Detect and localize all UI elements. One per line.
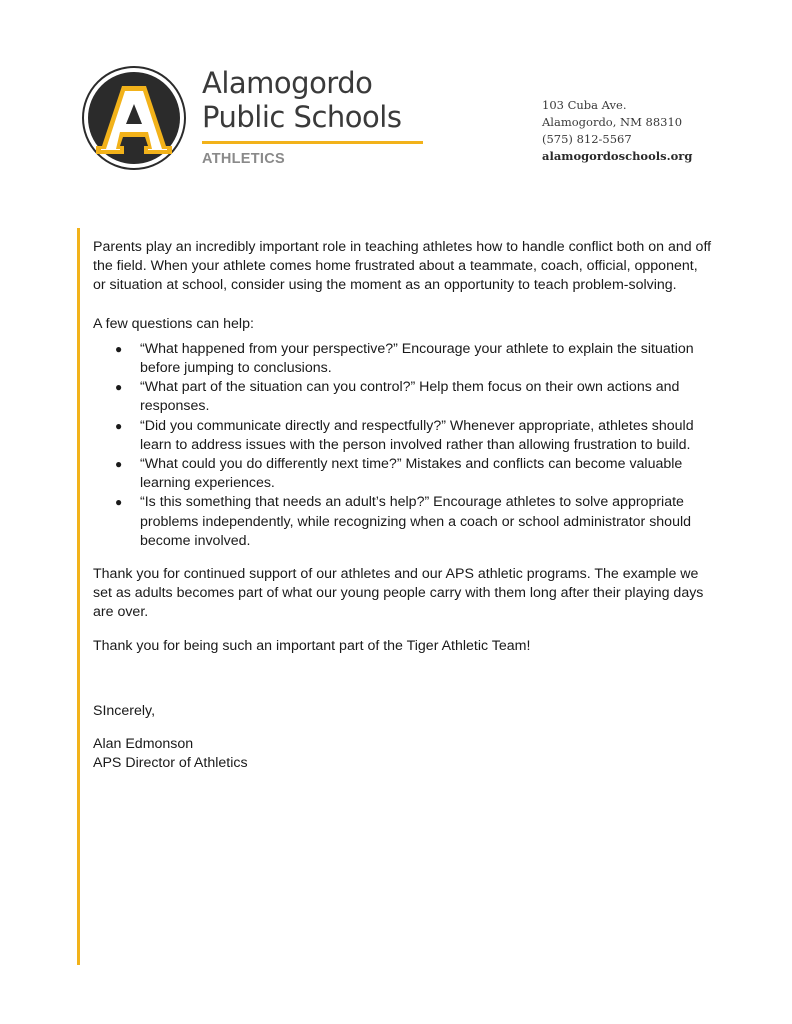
thanks-paragraph: Thank you for continued support of our athletes and our APS athletic programs. The example we set as adults becomes part of what our young people carry with them long after their playing days are over. <box>93 566 704 621</box>
bullet-icon: ● <box>115 418 123 433</box>
list-item <box>115 417 713 455</box>
team-paragraph: Thank you for being such an important part of the Tiger Athletic Team! <box>93 637 531 654</box>
list-item <box>115 378 713 416</box>
website-link[interactable]: alamogordoschools.org <box>542 149 693 163</box>
bullet-icon: ● <box>115 341 123 356</box>
bullet-icon: ● <box>115 380 123 395</box>
school-logo <box>82 66 186 170</box>
org-divider <box>202 141 423 144</box>
org-name-line2: Public Schools <box>202 100 402 134</box>
bullet-icon: ● <box>115 495 123 510</box>
question-text: “What part of the situation can you control?” Help them focus on their own actions and responses. <box>140 379 680 415</box>
list-item <box>115 455 713 493</box>
list-item <box>115 493 713 551</box>
org-name-line1: Alamogordo <box>202 66 373 100</box>
address-line2: Alamogordo, NM 88310 <box>542 115 683 129</box>
closing: SIncerely, <box>93 702 156 719</box>
question-text: “What could you do differently next time?” Mistakes and conflicts can become valuable learning experiences. <box>140 456 683 492</box>
left-accent-bar <box>77 228 80 965</box>
signer-title: APS Director of Athletics <box>93 755 248 772</box>
list-item <box>115 340 713 378</box>
signer-name: Alan Edmonson <box>93 736 194 753</box>
bullet-icon: ● <box>115 457 123 472</box>
organization-name <box>202 66 401 134</box>
department-label: ATHLETICS <box>202 151 285 167</box>
letter-body <box>93 238 713 773</box>
questions-list <box>93 340 713 551</box>
logo-a-icon <box>82 66 186 170</box>
question-text: “Did you communicate directly and respectfully?” Whenever appropriate, athletes should learn to address issues with the person involved rather than allowing frustration to build. <box>140 417 694 453</box>
question-text: “Is this something that needs an adult’s help?” Encourage athletes to solve appropriate problems independently, while recognizing when a coach or school administrator should become involved. <box>140 494 691 549</box>
address-line1: 103 Cuba Ave. <box>542 98 627 112</box>
questions-lead: A few questions can help: <box>93 315 254 332</box>
question-text: “What happened from your perspective?” Encourage your athlete to explain the situation before jumping to conclusions. <box>140 340 694 377</box>
contact-block <box>542 97 692 165</box>
phone-number: (575) 812-5567 <box>542 132 632 146</box>
intro-paragraph: Parents play an incredibly important role in teaching athletes how to handle conflict both on and off the field. When your athlete comes home frustrated about a teammate, coach, official, opponent, or situation at school, consider using the moment as an opportunity to teach problem-solving. <box>93 239 712 294</box>
